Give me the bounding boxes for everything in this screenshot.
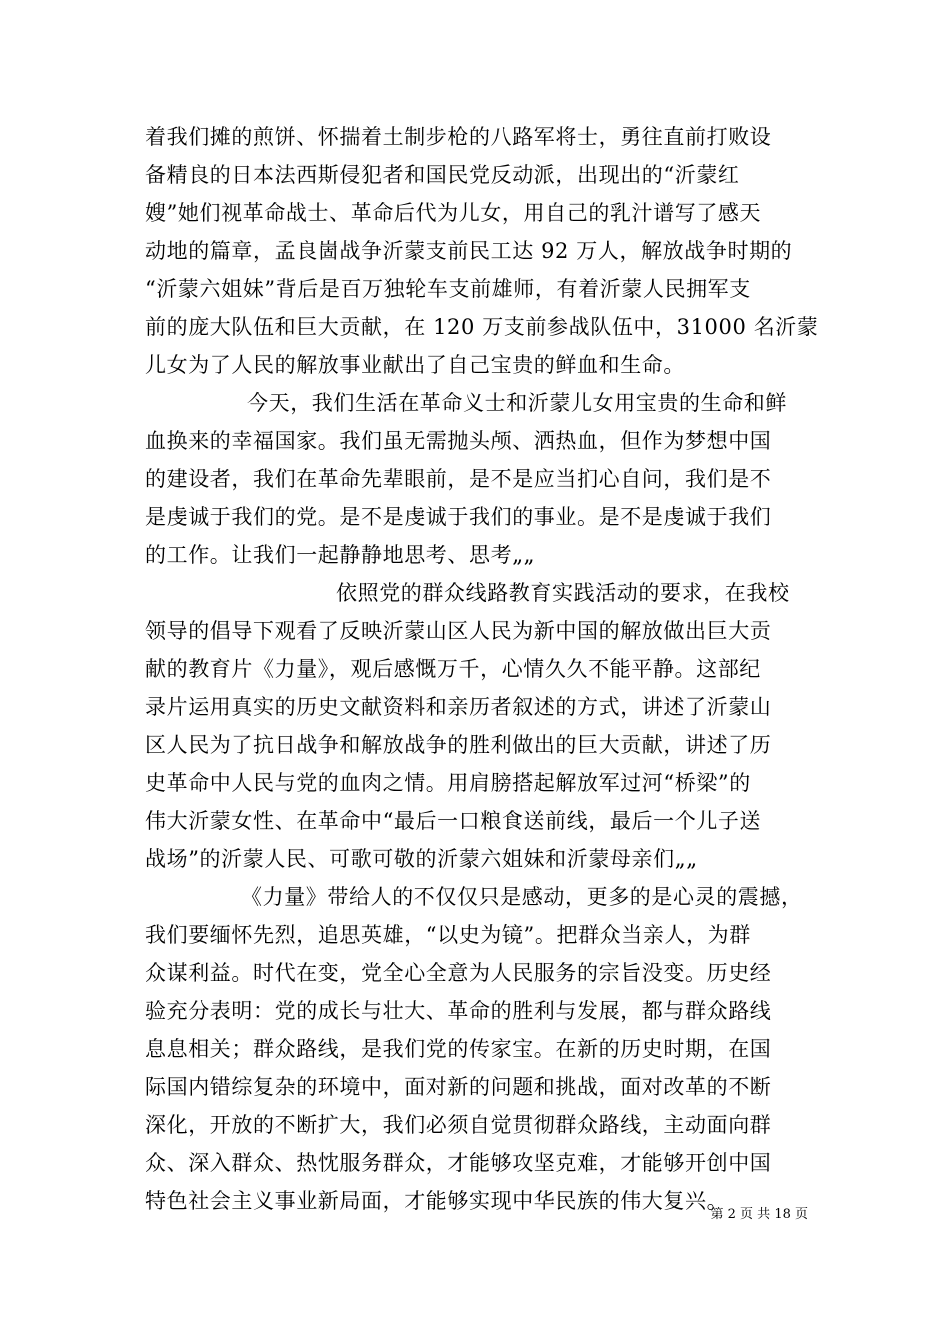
text-line: 区人民为了抗日战争和解放战争的胜利做出的巨大贡献，讲述了历 — [145, 733, 772, 757]
text-line: 我们要缅怀先烈，追思英雄，“以史为镜”。把群众当亲人，为群 — [145, 923, 751, 947]
text-line: 动地的篇章，孟良崮战争沂蒙支前民工达 92 万人，解放战争时期的 — [145, 239, 793, 263]
paragraph-first-line: 《力量》带给人的不仅仅只是感动，更多的是心灵的震撼， — [241, 885, 803, 909]
text-line: 是虔诚于我们的党。是不是虔诚于我们的事业。是不是虔诚于我们 — [145, 505, 772, 529]
paragraph-first-line: 今天，我们生活在革命义士和沂蒙儿女用宝贵的生命和鲜 — [247, 391, 787, 415]
text-line: 血换来的幸福国家。我们虽无需抛头颅、洒热血，但作为梦想中国 — [145, 429, 772, 453]
page-number: 第 2 页 共 18 页 — [710, 1207, 808, 1222]
text-line: 着我们摊的煎饼、怀揣着土制步枪的八路军将士，勇往直前打败设 — [145, 125, 772, 149]
text-line: 领导的倡导下观看了反映沂蒙山区人民为新中国的解放做出巨大贡 — [145, 619, 772, 643]
text-line: 息息相关；群众路线，是我们党的传家宝。在新的历史时期，在国 — [145, 1037, 772, 1061]
text-line: 战场”的沂蒙人民、可歌可敬的沂蒙六姐妹和沂蒙母亲们„„ — [145, 847, 698, 871]
text-line: 众、深入群众、热忱服务群众，才能够攻坚克难，才能够开创中国 — [145, 1151, 772, 1175]
text-line: 伟大沂蒙女性、在革命中“最后一口粮食送前线，最后一个儿子送 — [145, 809, 762, 833]
text-line: 录片运用真实的历史文献资料和亲历者叙述的方式，讲述了沂蒙山 — [145, 695, 772, 719]
text-line: 众谋利益。时代在变，党全心全意为人民服务的宗旨没变。历史经 — [145, 961, 772, 985]
text-line: 嫂”她们视革命战士、革命后代为儿女，用自己的乳汁谱写了感天 — [145, 201, 762, 225]
text-line: 特色社会主义事业新局面，才能够实现中华民族的伟大复兴。 — [145, 1189, 729, 1213]
text-line: “沂蒙六姐妹”背后是百万独轮车支前雄师，有着沂蒙人民拥军支 — [145, 277, 751, 301]
text-line: 的工作。让我们一起静静地思考、思考„„ — [145, 543, 536, 567]
text-line: 献的教育片《力量》，观后感慨万千，心情久久不能平静。这部纪 — [145, 657, 761, 681]
text-line: 的建设者，我们在革命先辈眼前，是不是应当扪心自问，我们是不 — [145, 467, 772, 491]
paragraph-first-line: 依照党的群众线路教育实践活动的要求，在我校 — [336, 581, 790, 605]
text-line: 前的庞大队伍和巨大贡献，在 120 万支前参战队伍中，31000 名沂蒙 — [145, 315, 819, 339]
text-line: 深化，开放的不断扩大，我们必须自觉贯彻群众路线，主动面向群 — [145, 1113, 772, 1137]
text-line: 儿女为了人民的解放事业献出了自己宝贵的鲜血和生命。 — [145, 353, 685, 377]
text-line: 际国内错综复杂的环境中，面对新的问题和挑战，面对改革的不断 — [145, 1075, 772, 1099]
text-line: 验充分表明：党的成长与壮大、革命的胜利与发展，都与群众路线 — [145, 999, 772, 1023]
text-line: 史革命中人民与党的血肉之情。用肩膀搭起解放军过河“桥梁”的 — [145, 771, 751, 795]
text-line: 备精良的日本法西斯侵犯者和国民党反动派，出现出的“沂蒙红 — [145, 163, 740, 187]
